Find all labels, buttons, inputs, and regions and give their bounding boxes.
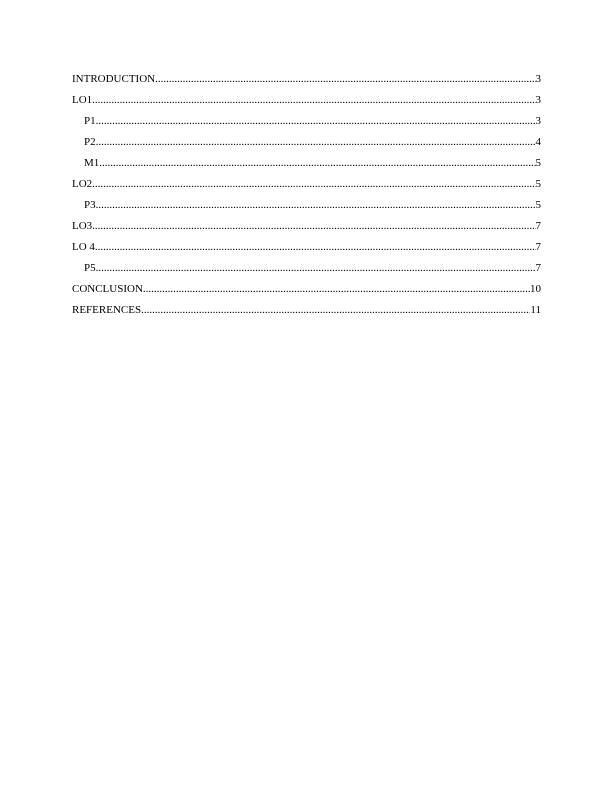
toc-entry-introduction[interactable] <box>72 71 541 92</box>
toc-entry-label: CONCLUSION <box>72 283 143 295</box>
toc-dot-leader <box>99 155 535 171</box>
toc-dot-leader <box>92 176 535 192</box>
table-of-contents <box>72 71 541 323</box>
toc-entry-lo4[interactable] <box>72 239 541 260</box>
toc-entry-label: LO2 <box>72 178 93 190</box>
toc-entry-label: LO 4 <box>72 241 95 253</box>
toc-entry-label: REFERENCES <box>72 304 142 316</box>
toc-entry-conclusion[interactable] <box>72 281 541 302</box>
toc-entry-lo3[interactable] <box>72 218 541 239</box>
toc-entry-label: P3 <box>84 199 96 211</box>
toc-entry-p3[interactable] <box>72 197 541 218</box>
toc-entry-label: P5 <box>84 262 96 274</box>
toc-dot-leader <box>143 281 530 297</box>
toc-entry-label: INTRODUCTION <box>72 73 156 85</box>
toc-entry-references[interactable] <box>72 302 541 323</box>
toc-page-number: 7 <box>535 241 541 253</box>
toc-page-number: 7 <box>535 220 541 232</box>
toc-page-number: 10 <box>530 283 541 295</box>
toc-dot-leader <box>92 92 535 108</box>
toc-entry-label: P2 <box>84 136 96 148</box>
toc-page-number: 3 <box>535 115 541 127</box>
toc-entry-label: LO3 <box>72 220 93 232</box>
toc-entry-label: M1 <box>84 157 100 169</box>
toc-dot-leader <box>95 239 536 255</box>
toc-dot-leader <box>155 71 535 87</box>
toc-page-number: 5 <box>535 199 541 211</box>
toc-dot-leader <box>96 134 536 150</box>
toc-page-number: 7 <box>535 262 541 274</box>
toc-entry-m1[interactable] <box>72 155 541 176</box>
toc-dot-leader <box>92 218 535 234</box>
toc-page-number: 11 <box>530 304 541 316</box>
toc-page-number: 5 <box>535 157 541 169</box>
toc-dot-leader <box>96 260 536 276</box>
toc-entry-lo1[interactable] <box>72 92 541 113</box>
toc-entry-p1[interactable] <box>72 113 541 134</box>
toc-dot-leader <box>96 113 536 129</box>
toc-dot-leader <box>141 302 530 318</box>
toc-entry-label: LO1 <box>72 94 93 106</box>
toc-page-number: 3 <box>535 73 541 85</box>
toc-entry-label: P1 <box>84 115 96 127</box>
toc-page-number: 4 <box>535 136 541 148</box>
toc-page-number: 5 <box>535 178 541 190</box>
toc-entry-p2[interactable] <box>72 134 541 155</box>
toc-dot-leader <box>96 197 536 213</box>
toc-entry-lo2[interactable] <box>72 176 541 197</box>
toc-page-number: 3 <box>535 94 541 106</box>
toc-entry-p5[interactable] <box>72 260 541 281</box>
